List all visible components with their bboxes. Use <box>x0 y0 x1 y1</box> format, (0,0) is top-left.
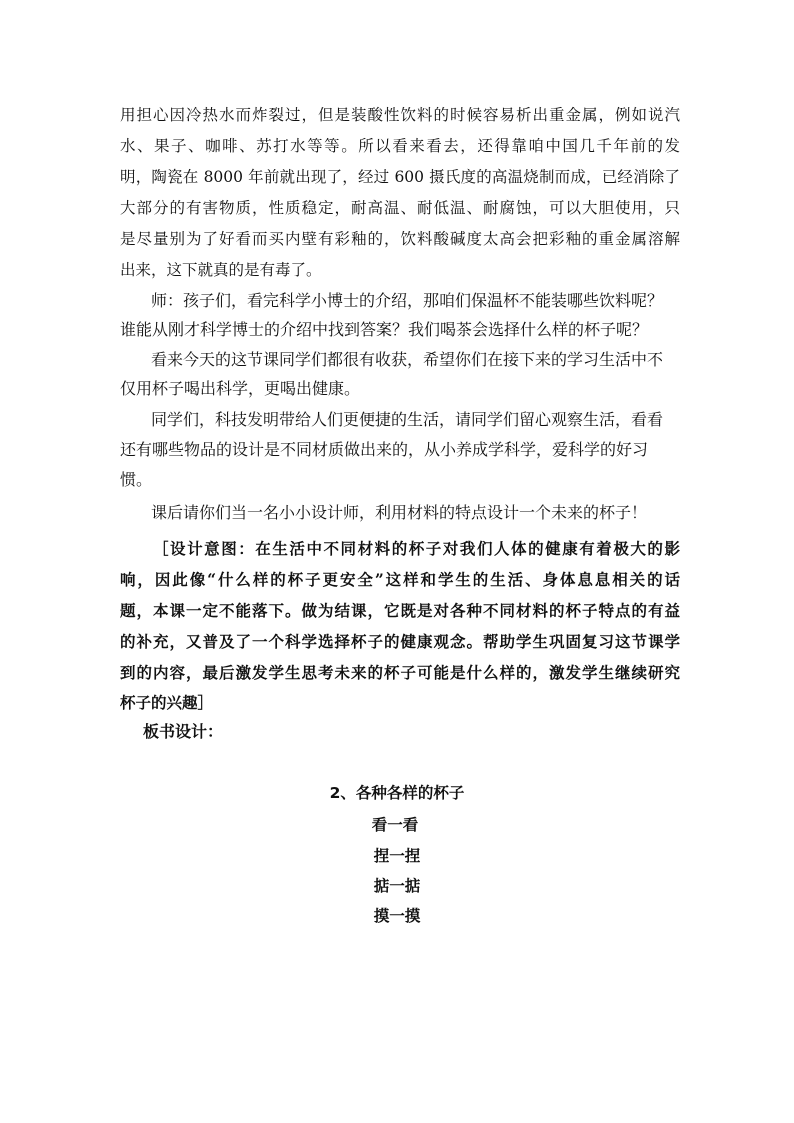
design-intent-line: 的补充，又普及了一个科学选择杯子的健康观念。帮助学生巩固复习这节课学 <box>120 632 680 651</box>
intro-line: 大部分的有害物质，性质稳定，耐高温、耐低温、耐腐蚀，可以大胆使用，只 <box>120 199 680 217</box>
teacher-question-line: 师：孩子们，看完科学小博士的介绍，那咱们保温杯不能装哪些饮料呢？ <box>151 291 664 310</box>
design-intent-line: 响，因此像“什么样的杯子更安全”这样和学生的生活、身体息息相关的话 <box>120 570 680 589</box>
board-item: 捏一捏 <box>373 847 421 865</box>
intro-line: 明，陶瓷在 8000 年前就出现了，经过 600 摄氏度的高温烧制而成，已经消除了 <box>120 168 680 186</box>
board-item: 看一看 <box>371 816 419 834</box>
design-intent-line: 杯子的兴趣］ <box>120 693 214 712</box>
invention-line: 惯。 <box>120 470 153 489</box>
design-intent-line: ［设计意图：在生活中不同材料的杯子对我们人体的健康有着极大的影 <box>153 539 680 558</box>
summary-line: 看来今天的这节课同学们都很有收获，希望你们在接下来的学习生活中不 <box>151 350 664 369</box>
design-intent-line: 到的内容，最后激发学生思考未来的杯子可能是什么样的，激发学生继续研究 <box>120 663 680 682</box>
board-item: 掂一掂 <box>373 877 421 895</box>
intro-line: 是尽量别为了好看而买内壁有彩釉的，饮料酸碱度太高会把彩釉的重金属溶解 <box>120 230 680 248</box>
homework-line: 课后请你们当一名小小设计师，利用材料的特点设计一个未来的杯子！ <box>151 503 648 522</box>
teacher-question-line: 谁能从刚才科学博士的介绍中找到答案？我们喝茶会选择什么样的杯子呢？ <box>120 320 649 339</box>
board-design-heading: 板书设计： <box>143 722 224 741</box>
intro-line: 出来，这下就真的是有毒了。 <box>120 261 322 279</box>
summary-line: 仅用杯子喝出科学，更喝出健康。 <box>120 379 361 398</box>
intro-line: 用担心因冷热水而炸裂过，但是装酸性饮料的时候容易析出重金属，例如说汽 <box>120 106 680 124</box>
board-title: 2、各种各样的杯子 <box>329 784 465 802</box>
intro-line: 水、果子、咖啡、苏打水等等。所以看来看去，还得靠咱中国几千年前的发 <box>120 137 680 155</box>
design-intent-line: 题，本课一定不能落下。做为结课，它既是对各种不同材料的杯子特点的有益 <box>120 601 680 620</box>
invention-line: 同学们，科技发明带给人们更便捷的生活，请同学们留心观察生活，看看 <box>151 410 664 429</box>
board-item: 摸一摸 <box>373 907 421 925</box>
invention-line: 还有哪些物品的设计是不同材质做出来的，从小养成学科学，爱科学的好习 <box>120 440 649 459</box>
